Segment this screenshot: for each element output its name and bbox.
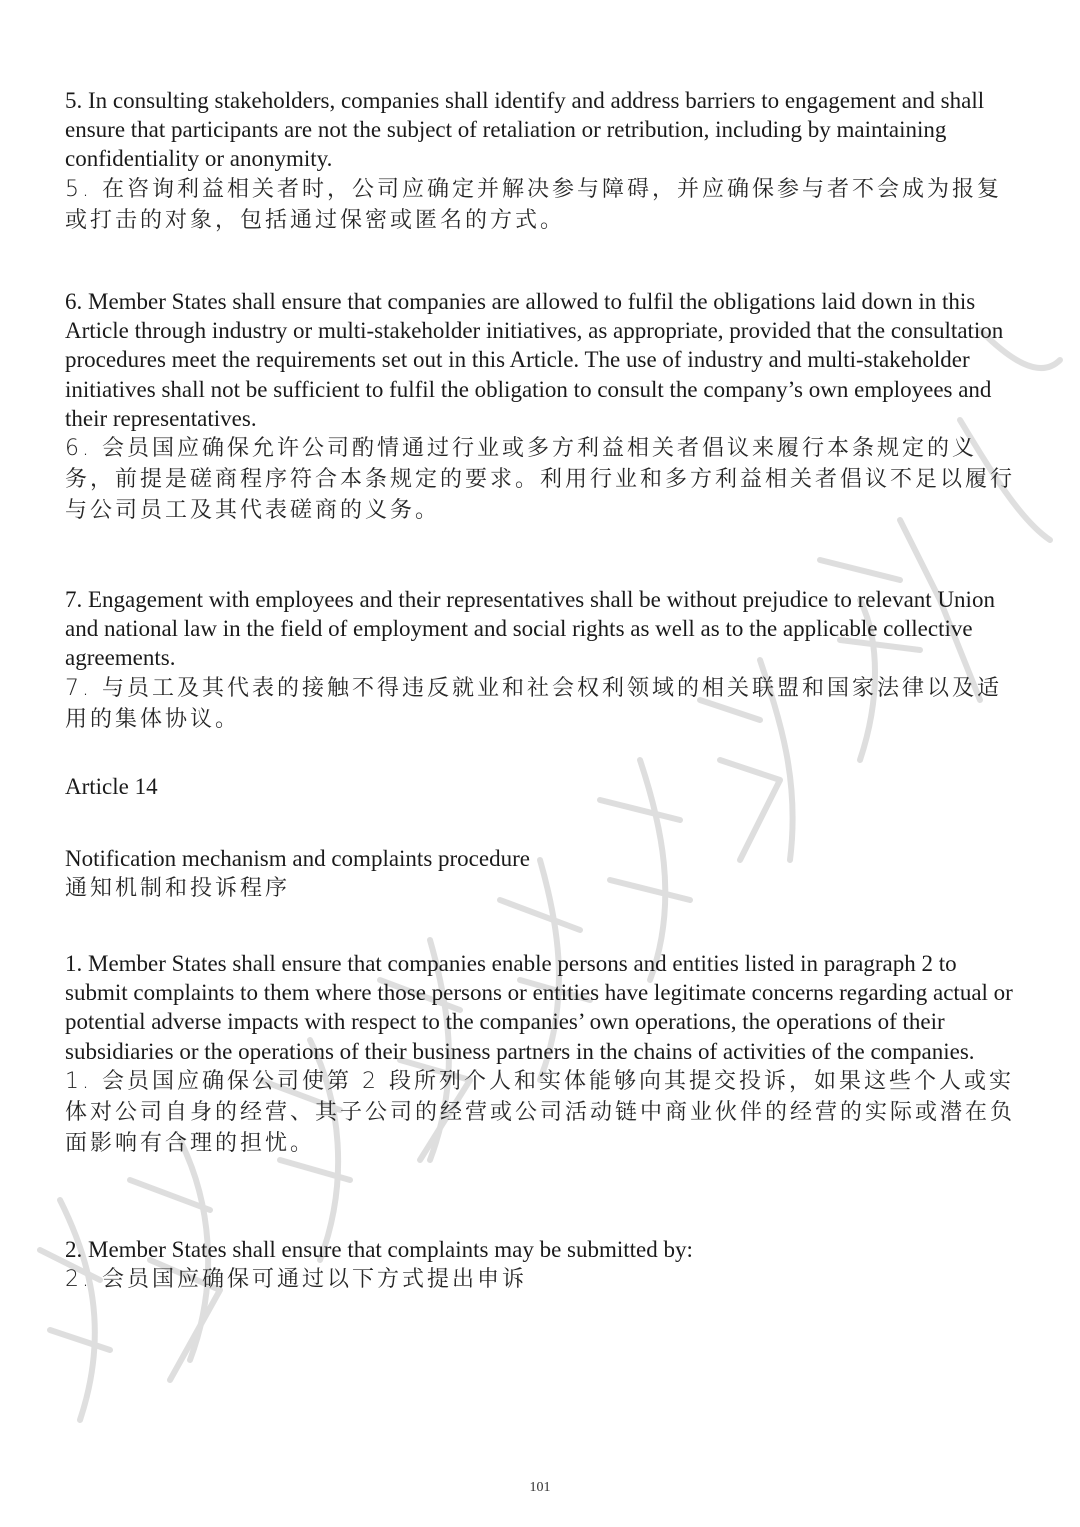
paragraph-13-7 xyxy=(65,585,1020,735)
paragraph-en: 2. Member States shall ensure that complaints may be submitted by: xyxy=(65,1237,693,1262)
article-subtitle-zh: 通知机制和投诉程序 xyxy=(65,876,291,901)
paragraph-en: 7. Engagement with employees and their representatives shall be without prejudice to relevant Union and national law in the field of employment and social rights as well as to the applicable collective agreements. xyxy=(65,587,995,671)
page-number: 101 xyxy=(529,1480,551,1495)
article-heading xyxy=(65,772,1020,801)
paragraph-14-2 xyxy=(65,1235,1020,1295)
paragraph-zh: 6. 会员国应确保允许公司酌情通过行业或多方利益相关者倡议来履行本条规定的义务，前提是磋商程序符合本条规定的要求。利用行业和多方利益相关者倡议不足以履行与公司员工及其代表磋商的义务。 xyxy=(65,436,1016,524)
paragraph-en: 6. Member States shall ensure that companies are allowed to fulfil the obligations laid down in this Article through industry or multi-stakeholder initiatives, as appropriate, provided that the consultation procedures meet the requirements set out in this Article. The use of industry and multi-stakeholder initiatives shall not be sufficient to fulfil the obligation to consult the company’s own employees and their representatives. xyxy=(65,289,1004,431)
paragraph-zh: 2. 会员国应确保可通过以下方式提出申诉 xyxy=(65,1267,527,1293)
article-title: Article 14 xyxy=(65,774,158,799)
paragraph-14-1 xyxy=(65,949,1020,1189)
paragraph-en: 5. In consulting stakeholders, companies shall identify and address barriers to engagement and shall ensure that participants are not the subject of retaliation or retribution, including by maintaining confidentiality or anonymity. xyxy=(65,88,985,172)
paragraph-13-6 xyxy=(65,287,1020,532)
paragraph-zh: 5. 在咨询利益相关者时，公司应确定并解决参与障碍，并应确保参与者不会成为报复或打击的对象，包括通过保密或匿名的方式。 xyxy=(65,176,1002,233)
article-subtitle xyxy=(65,844,1020,904)
document-body xyxy=(65,86,1020,1295)
paragraph-zh: 1. 会员国应确保公司使第 2 段所列个人和实体能够向其提交投诉，如果这些个人或实体对公司自身的经营、其子公司的经营或公司活动链中商业伙伴的经营的实际或潜在负面影响有合理的担忧。 xyxy=(65,1068,1016,1156)
article-subtitle-en: Notification mechanism and complaints procedure xyxy=(65,846,530,871)
paragraph-13-5 xyxy=(65,86,1020,236)
paragraph-zh: 7. 与员工及其代表的接触不得违反就业和社会权利领域的相关联盟和国家法律以及适用的集体协议。 xyxy=(65,675,1002,732)
paragraph-en: 1. Member States shall ensure that companies enable persons and entities listed in paragraph 2 to submit complaints to them where those persons or entities have legitimate concerns regarding actual or potential adverse impacts with respect to the companies’ own operations, the operations of their subsidiaries or the operations of their business partners in the chains of activities of the companies. xyxy=(65,951,1013,1064)
